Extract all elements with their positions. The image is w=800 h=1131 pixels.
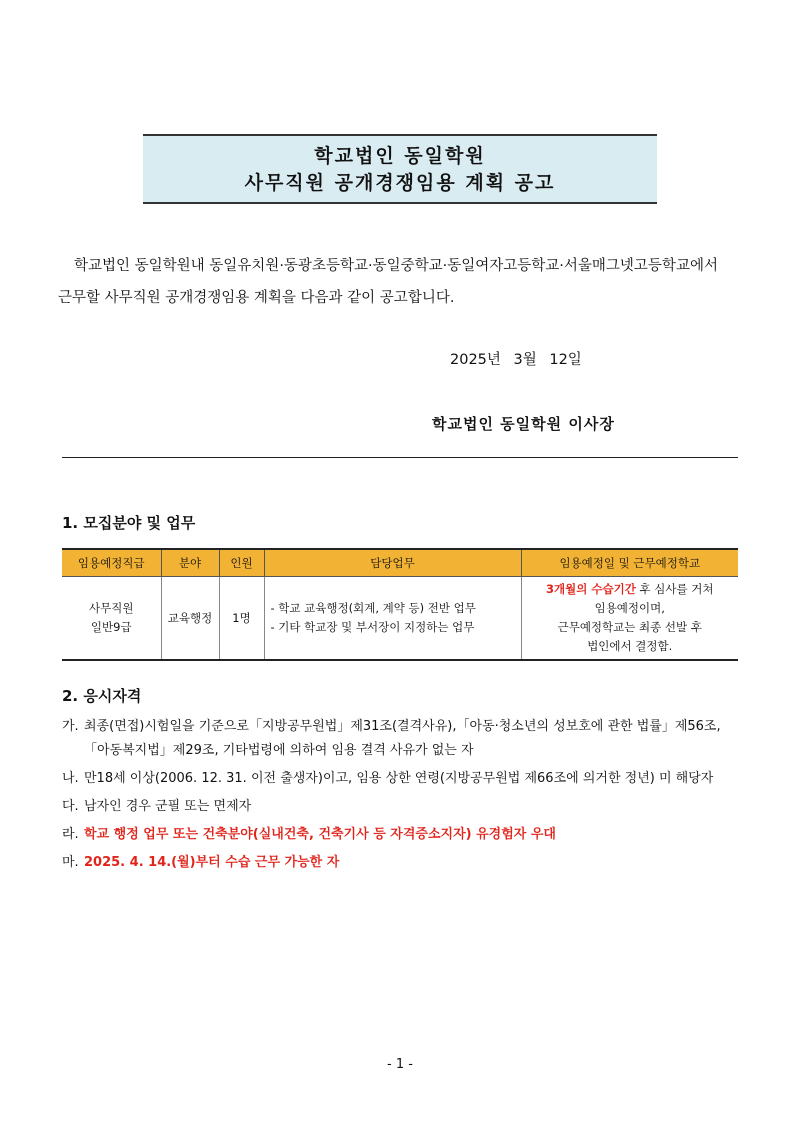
- list-item: [62, 795, 742, 819]
- duty-line2: - 기타 학교장 및 부서장이 지정하는 업무: [270, 620, 475, 634]
- intro-paragraph: 학교법인 동일학원내 동일유치원·동광초등학교·동일중학교·동일여자고등학교·서울매그넷고등학교에서 근무할 사무직원 공개경쟁임용 계획을 다음과 같이 공고합니다.: [58, 258, 718, 306]
- cell-grade: [62, 577, 161, 661]
- grade-line1: 사무직원: [89, 601, 134, 615]
- list-item: [62, 715, 742, 763]
- header-grade: 임용예정직급: [62, 549, 161, 577]
- header-duty: 담당업무: [264, 549, 521, 577]
- list-item: [62, 851, 742, 875]
- list-item: [62, 767, 742, 791]
- schedule-line2: 임용예정이며,: [594, 601, 665, 615]
- list-marker: 다.: [62, 799, 79, 814]
- list-item-text: 만18세 이상(2006. 12. 31. 이전 출생자)이고, 임용 상한 연령(지방공무원법 제66조에 의거한 정년) 미 해당자: [84, 771, 714, 786]
- divider-line: [62, 457, 738, 458]
- header-count: 인원: [219, 549, 264, 577]
- list-marker: 가.: [62, 719, 79, 734]
- list-marker: 라.: [62, 827, 79, 842]
- notice-signer: 학교법인 동일학원 이사장: [432, 415, 615, 433]
- notice-date: 2025년 3월 12일: [450, 352, 582, 368]
- list-item: [62, 823, 742, 847]
- notice-title-line2: 사무직원 공개경쟁임용 계획 공고: [244, 172, 556, 194]
- section1-title: 1. 모집분야 및 업무: [62, 514, 196, 532]
- section2-title: 2. 응시자격: [62, 687, 142, 705]
- list-marker: 마.: [62, 855, 79, 870]
- header-schedule: 임용예정일 및 근무예정학교: [521, 549, 738, 577]
- notice-title-box: [143, 134, 657, 204]
- notice-title-line1: 학교법인 동일학원: [314, 145, 486, 167]
- schedule-line3: 근무예정학교는 최종 선발 후: [557, 620, 702, 634]
- cell-count: 1명: [219, 577, 264, 661]
- header-field: 분야: [161, 549, 219, 577]
- qualification-list: [62, 715, 742, 879]
- list-marker: 나.: [62, 771, 79, 786]
- list-item-text: 2025. 4. 14.(월)부터 수습 근무 가능한 자: [84, 855, 340, 870]
- schedule-line1-rest: 후 심사를 거쳐: [635, 582, 714, 596]
- page-number: - 1 -: [387, 1057, 413, 1072]
- cell-schedule: [521, 577, 738, 661]
- schedule-line4: 법인에서 결정함.: [587, 639, 673, 653]
- cell-duty: [264, 577, 521, 661]
- recruitment-table: [62, 548, 738, 661]
- list-item-text: 최종(면접)시험일을 기준으로「지방공무원법」제31조(결격사유),「아동·청소년의 성보호에 관한 법률」제56조,「아동복지법」제29조, 기타법령에 의하여 임용 결격 사유가 없는 자: [84, 719, 721, 758]
- list-item-text: 학교 행정 업무 또는 건축분야(실내건축, 건축기사 등 자격증소지자) 유경험자 우대: [84, 827, 556, 842]
- list-item-text: 남자인 경우 군필 또는 면제자: [84, 799, 252, 814]
- duty-line1: - 학교 교육행정(회계, 계약 등) 전반 업무: [270, 601, 476, 615]
- schedule-line1: [526, 580, 735, 599]
- table-row: [62, 577, 738, 661]
- probation-emphasis: 3개월의 수습기간: [546, 582, 636, 596]
- table-header-row: [62, 549, 738, 577]
- grade-line2: 일반9급: [90, 620, 132, 634]
- cell-field: 교육행정: [161, 577, 219, 661]
